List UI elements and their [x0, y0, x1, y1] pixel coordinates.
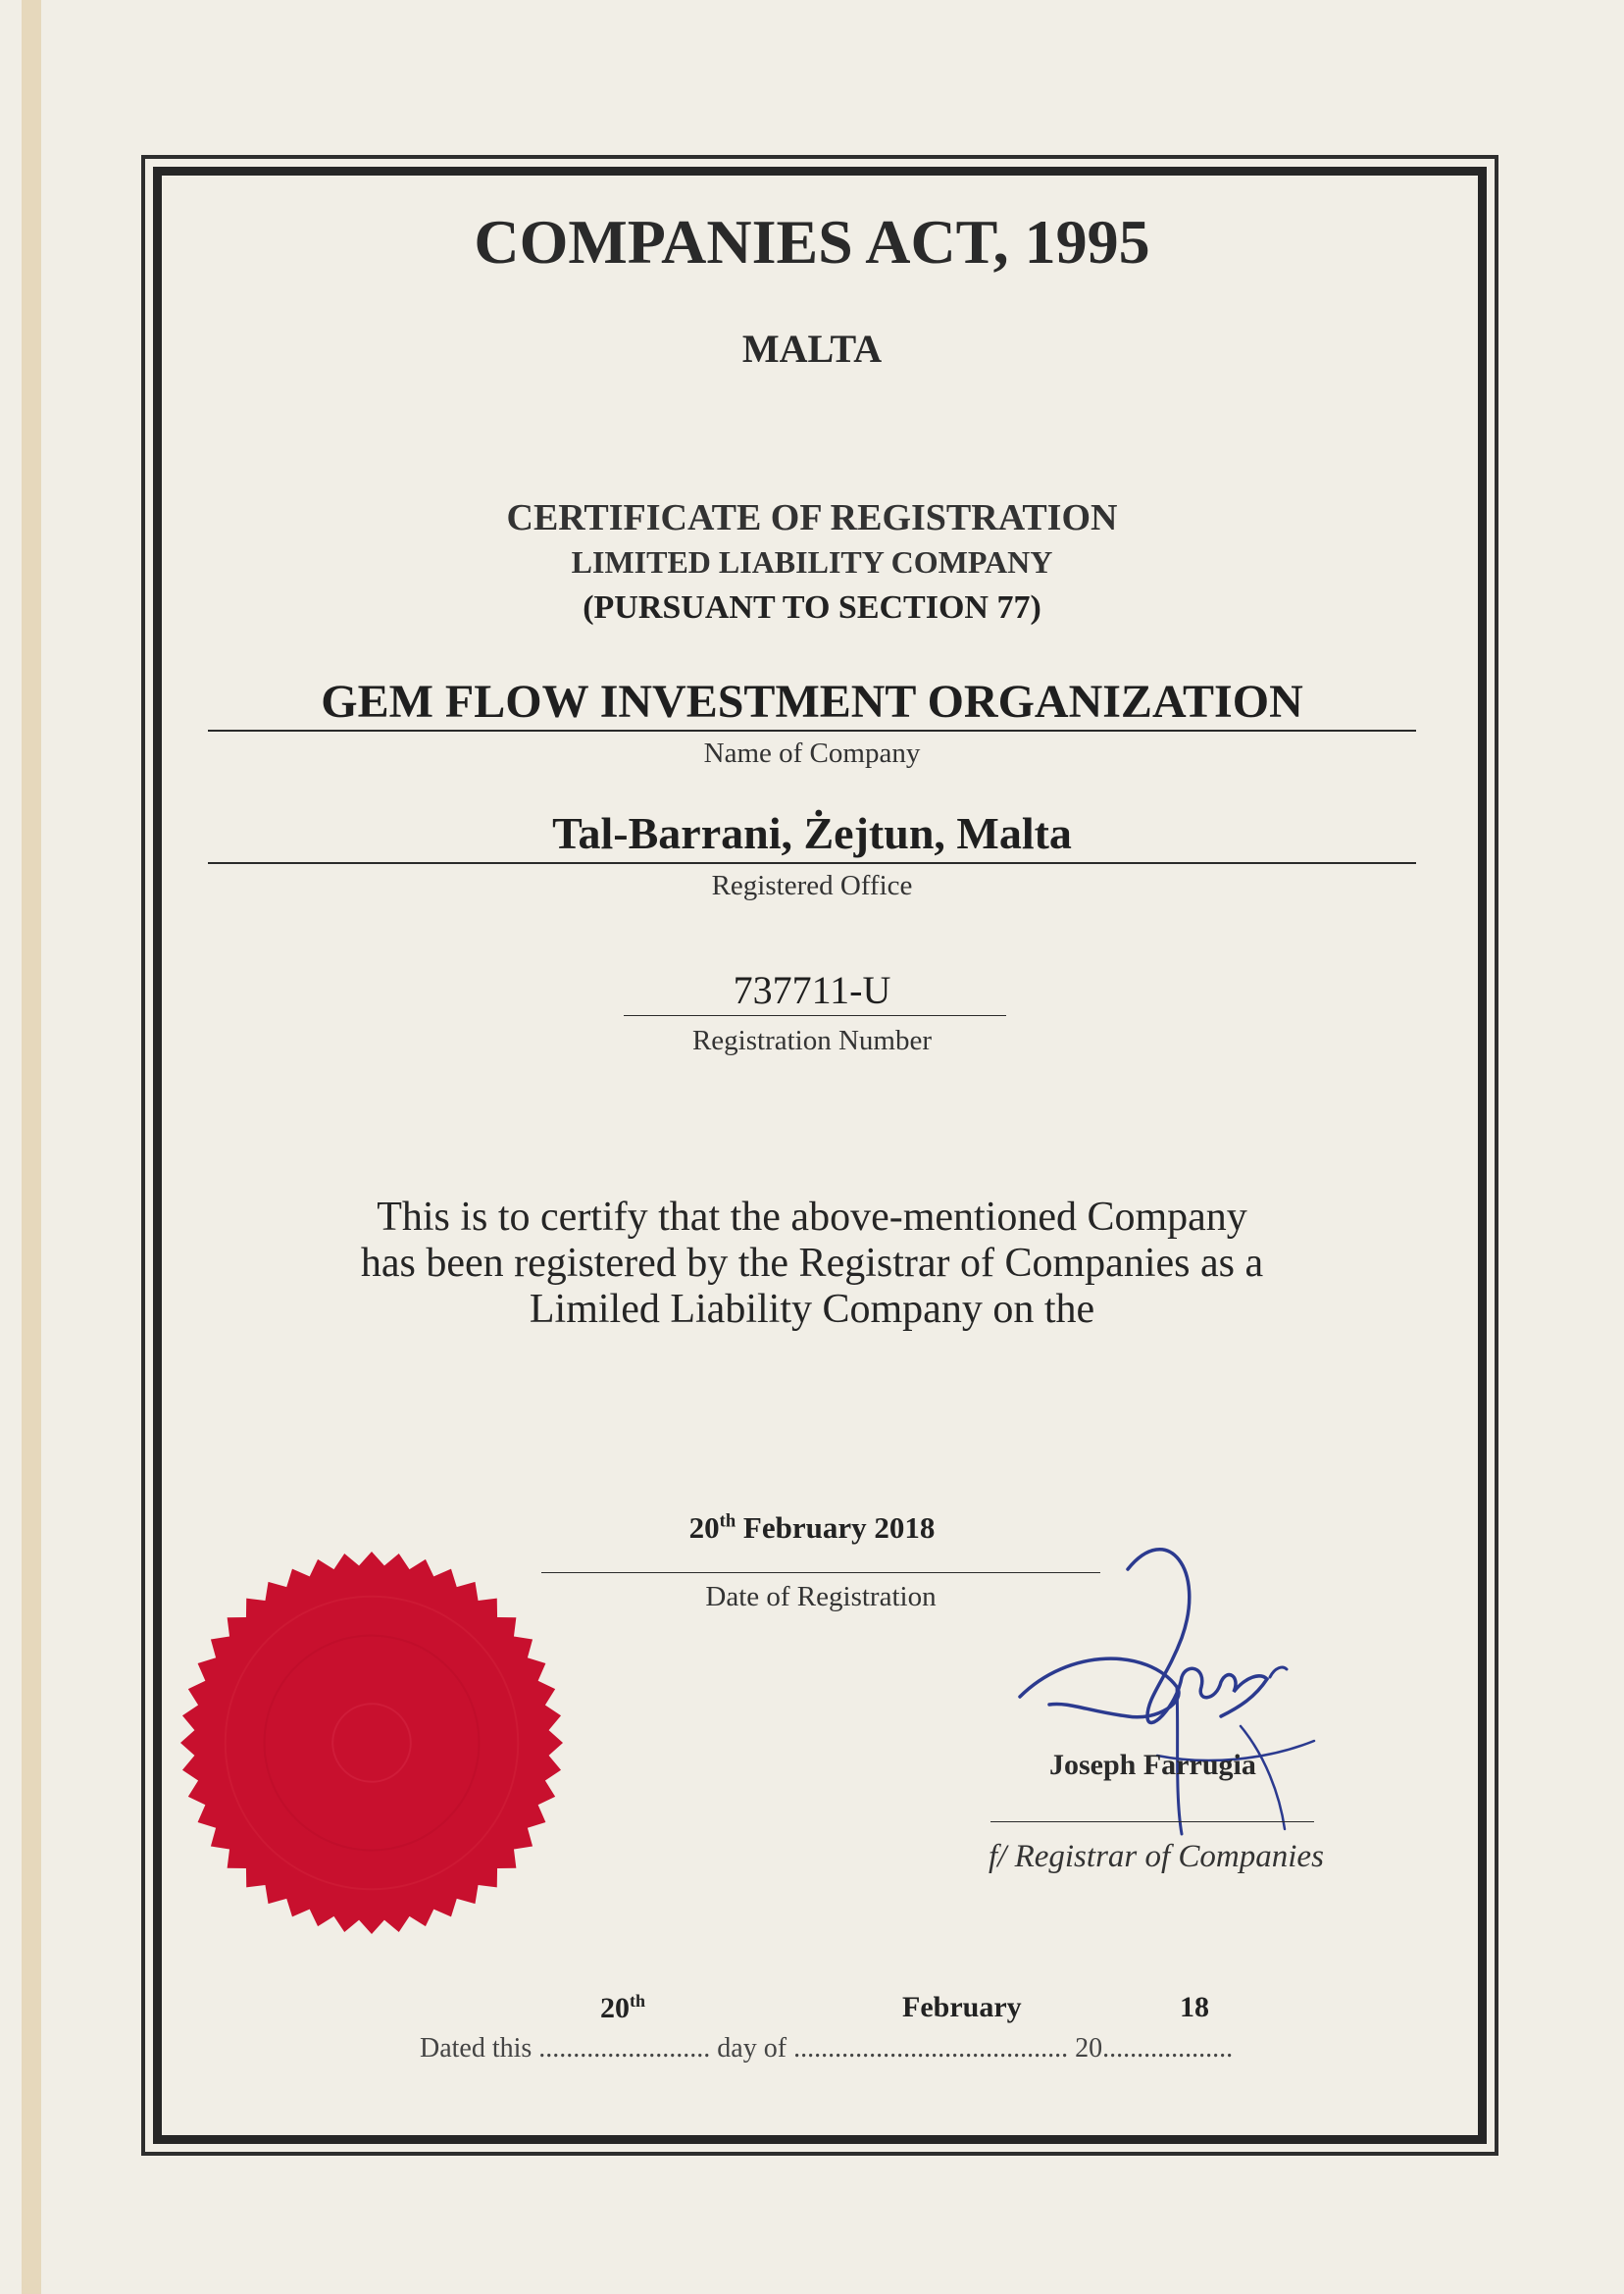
dated-day-suffix: th: [630, 1991, 646, 2011]
certificate-title: CERTIFICATE OF REGISTRATION: [506, 497, 1118, 538]
act-title: COMPANIES ACT, 1995: [474, 207, 1150, 277]
company-name-rule: [208, 730, 1416, 732]
company-type: LIMITED LIABILITY COMPANY: [571, 544, 1053, 580]
section-reference: (PURSUANT TO SECTION 77): [583, 589, 1041, 626]
dated-day-number: 20: [600, 1992, 630, 2024]
statement-line-3: Limiled Liability Company on the: [529, 1287, 1095, 1332]
signature-icon: [1010, 1530, 1334, 1854]
company-name: GEM FLOW INVESTMENT ORGANIZATION: [321, 676, 1303, 728]
red-seal-icon: [177, 1548, 567, 1938]
office-rule: [208, 862, 1416, 864]
statement-line-2: has been registered by the Registrar of Companies as a: [360, 1241, 1264, 1286]
dated-day: [600, 1991, 645, 2025]
registered-office: Tal-Barrani, Żejtun, Malta: [552, 808, 1072, 858]
registration-number-rule: [624, 1015, 1006, 1016]
signer-name: Joseph Farrugia: [1049, 1749, 1256, 1781]
registration-month-year: February 2018: [742, 1510, 936, 1545]
registration-day-suffix: th: [719, 1510, 736, 1532]
certification-statement: [0, 1195, 1624, 1333]
signature-rule: [990, 1821, 1314, 1822]
registration-day: 20: [688, 1510, 720, 1545]
statement-line-1: This is to certify that the above-mentioned Company: [377, 1195, 1247, 1240]
registered-office-label: Registered Office: [711, 870, 913, 901]
company-name-label: Name of Company: [703, 738, 921, 769]
dated-month: February: [902, 1991, 1022, 2023]
registration-number: 737711-U: [733, 968, 891, 1012]
registrar-role: f/ Registrar of Companies: [989, 1839, 1324, 1874]
country-heading: MALTA: [741, 327, 883, 371]
registration-date: [0, 1510, 1624, 1546]
registration-date-label: Date of Registration: [705, 1581, 937, 1612]
registration-number-label: Registration Number: [691, 1025, 933, 1056]
dated-line: Dated this ......................... day of ........................................ 20...................: [420, 2033, 1234, 2064]
dated-year: 18: [1180, 1991, 1209, 2023]
